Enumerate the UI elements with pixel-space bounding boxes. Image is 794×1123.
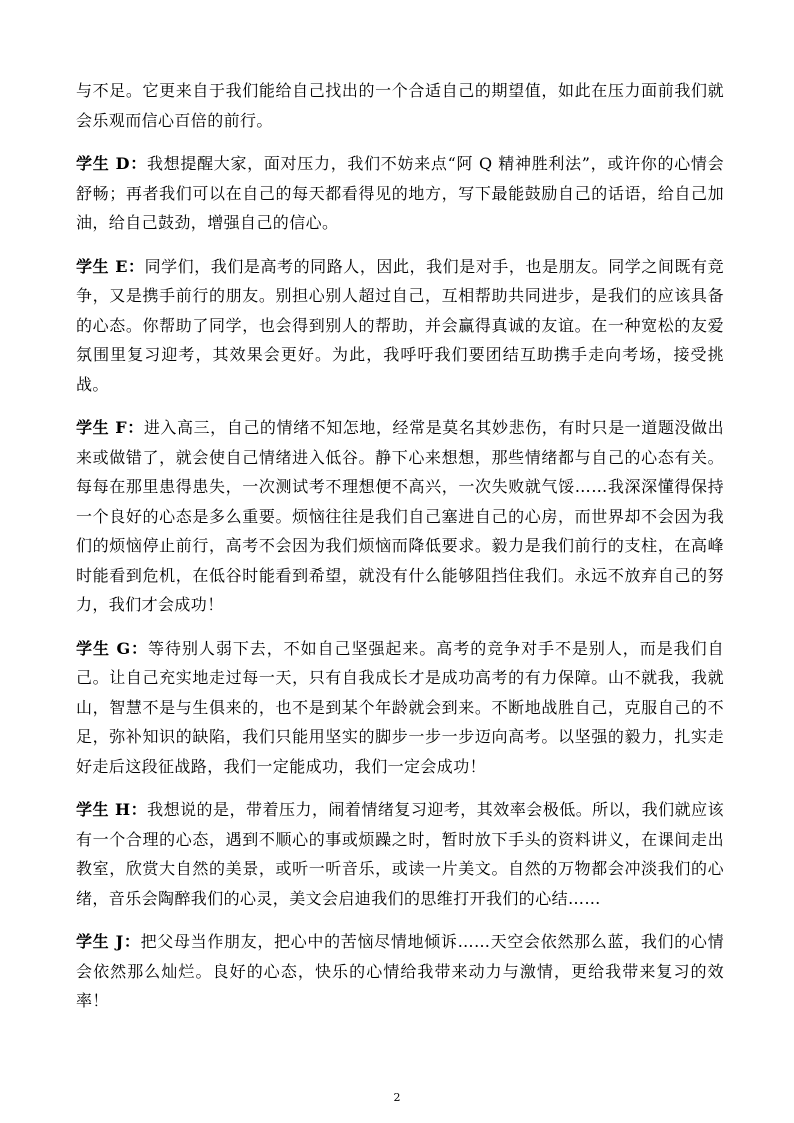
paragraph-text: 进入高三，自己的情绪不知怎地，经常是莫名其妙悲伤，有时只是一道题没做出来或做错了，就会使自己情绪进入低谷。静下心来想想，那些情绪都与自己的心态有关。每每在那里患得患失，一次测试考不理想便不高兴，一次失败就气馁……我深深懂得保持一个良好的心态是多么重要。烦恼往往是我们自己塞进自己的心房，而世界却不会因为我们的烦恼停止前行，高考不会因为我们烦恼而降低要求。毅力是我们前行的支柱，在高峰时能看到危机，在低谷时能看到希望，就没有什么能够阻挡住我们。永远不放弃自己的努力，我们才会成功！ <box>76 418 724 614</box>
page-number: 2 <box>393 1091 401 1104</box>
speaker-label: 学生 F： <box>76 418 144 437</box>
continuation-paragraph: 与不足。它更来自于我们能给自己找出的一个合适自己的期望值，如此在压力面前我们就会乐观而信心百倍的前行。 <box>76 81 724 130</box>
speaker-label: 学生 D： <box>76 154 147 173</box>
speaker-label: 学生 E： <box>76 256 145 276</box>
student-f-paragraph <box>76 413 724 620</box>
paragraph-text: 同学们，我们是高考的同路人，因此，我们是对手，也是朋友。同学之间既有竞争，又是携手前行的朋友。别担心别人超过自己，互相帮助共同进步，是我们的应该具备的心态。你帮助了同学，也会得到别人的帮助，并会赢得真诚的友谊。在一种宽松的友爱氛围里复习迎考，其效果会更好。为此，我呼吁我们要团结互助携手走向考场，接受挑战。 <box>76 256 724 394</box>
document-body <box>76 76 724 1016</box>
student-e-paragraph <box>76 252 724 400</box>
paragraph-text: 把父母当作朋友，把心中的苦恼尽情地倾诉……天空会依然那么蓝，我们的心情会依然那么灿烂。良好的心态，快乐的心情给我带来动力与激情，更给我带来复习的效率！ <box>76 932 724 1010</box>
paragraph-text: 我想说的是，带着压力，闹着情绪复习迎考，其效率会极低。所以，我们就应该有一个合理的心态，遇到不顺心的事或烦躁之时，暂时放下手头的资料讲义，在课间走出教室，欣赏大自然的美景，或听一听音乐，或读一片美文。自然的万物都会冲淡我们的心绪，音乐会陶醉我们的心灵，美文会启迪我们的思维打开我们的心结…… <box>76 800 724 908</box>
paragraph-text: 我想提醒大家，面对压力，我们不妨来点“阿 Q 精神胜利法”，或许你的心情会舒畅；再者我们可以在自己的每天都看得见的地方，写下最能鼓励自己的话语，给自己加油，给自己鼓劲，增强自己的信心。 <box>76 154 724 232</box>
student-j-paragraph <box>76 927 724 1016</box>
student-h-paragraph <box>76 795 724 913</box>
speaker-label: 学生 H： <box>76 800 148 819</box>
speaker-label: 学生 J： <box>76 932 141 951</box>
paragraph-text: 等待别人弱下去，不如自己坚强起来。高考的竞争对手不是别人，而是我们自己。让自己充实地走过每一天，只有自我成长才是成功高考的有力保障。山不就我，我就山，智慧不是与生俱来的，也不是到某个年龄就会到来。不断地战胜自己，克服自己的不足，弥补知识的缺陷，我们只能用坚实的脚步一步一步迈向高考。以坚强的毅力，扎实走好走后这段征战路，我们一定能成功，我们一定会成功！ <box>76 638 724 776</box>
speaker-label: 学生 G： <box>76 638 149 658</box>
student-g-paragraph <box>76 634 724 782</box>
student-d-paragraph <box>76 149 724 238</box>
